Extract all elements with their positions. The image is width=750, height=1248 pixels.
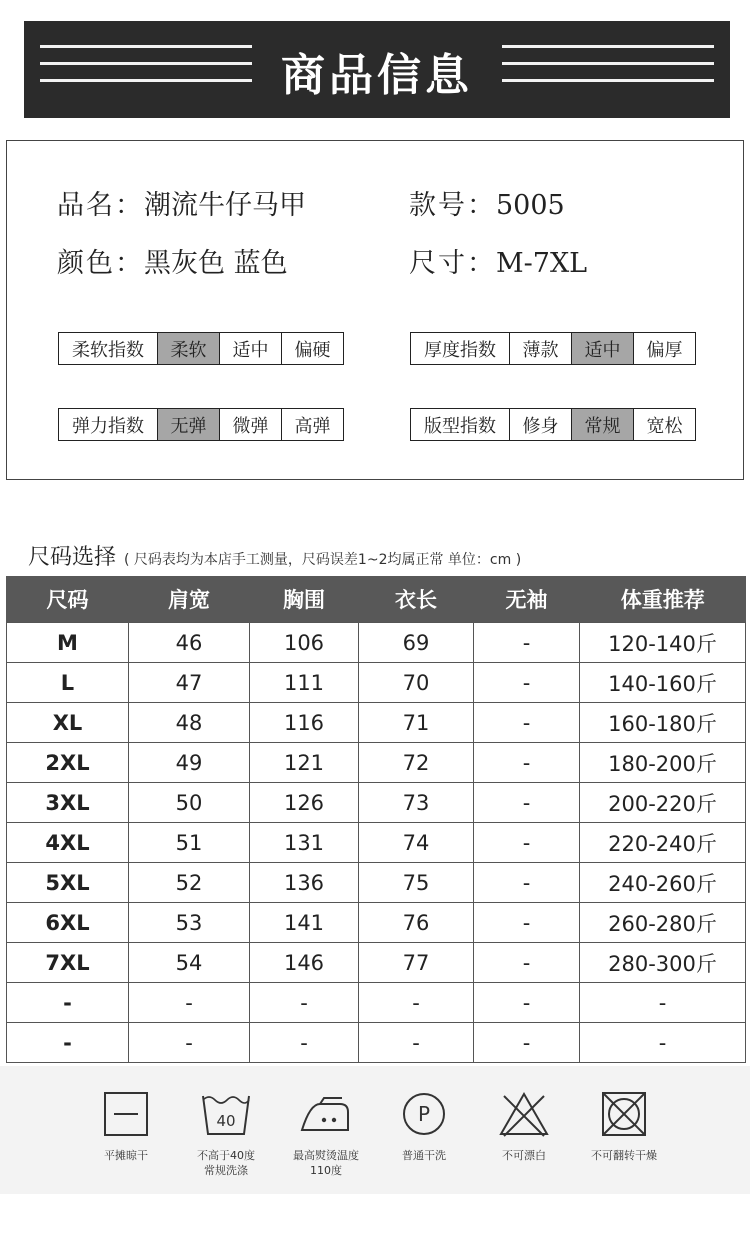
index-option: 柔软: [157, 333, 219, 364]
index-label: 版型指数: [424, 415, 496, 437]
size-cell: -: [359, 1023, 474, 1063]
care-instructions: [0, 1066, 750, 1194]
iron-icon: [298, 1090, 354, 1138]
size-cell: 136: [250, 863, 359, 903]
size-cell: 140-160斤: [580, 663, 746, 703]
size-cell: 180-200斤: [580, 743, 746, 783]
size-cell: 126: [250, 783, 359, 823]
size-table-header: [7, 576, 746, 623]
size-cell: 120-140斤: [580, 623, 746, 663]
index-label: 厚度指数: [424, 339, 496, 361]
header-size: 尺码: [7, 576, 129, 623]
size-cell: 72: [359, 743, 474, 783]
care-label: 平摊晾干: [104, 1149, 148, 1162]
index-option: 高弹: [281, 409, 343, 440]
care-label: 不高于40度 常规洗涤: [197, 1149, 255, 1177]
size-row: [7, 783, 746, 823]
size-cell: 111: [250, 663, 359, 703]
no-bleach-icon: [498, 1090, 550, 1138]
size-cell: 69: [359, 623, 474, 663]
size-cell: 74: [359, 823, 474, 863]
size-row: [7, 623, 746, 663]
size-cell: -: [474, 1023, 580, 1063]
product-color-label: 颜色：: [57, 248, 144, 279]
size-cell: 49: [129, 743, 250, 783]
size-row: [7, 983, 746, 1023]
size-cell: L: [7, 663, 129, 703]
size-cell: 50: [129, 783, 250, 823]
product-name-value: 潮流牛仔马甲: [144, 190, 306, 221]
header-weight: 体重推荐: [580, 576, 746, 623]
size-cell: -: [474, 703, 580, 743]
size-cell: 46: [129, 623, 250, 663]
size-cell: 75: [359, 863, 474, 903]
size-cell: 4XL: [7, 823, 129, 863]
product-name: [57, 183, 306, 222]
care-label: 不可漂白: [502, 1149, 546, 1162]
size-cell: 71: [359, 703, 474, 743]
size-cell: -: [474, 863, 580, 903]
size-cell: 160-180斤: [580, 703, 746, 743]
product-model: [409, 183, 565, 222]
size-cell: -: [474, 783, 580, 823]
size-cell: -: [250, 1023, 359, 1063]
size-cell: -: [580, 983, 746, 1023]
size-cell: -: [474, 743, 580, 783]
care-item: [271, 1090, 381, 1178]
index-option: 宽松: [633, 409, 695, 440]
size-cell: 260-280斤: [580, 903, 746, 943]
index-label: 弹力指数: [72, 415, 144, 437]
size-cell: 70: [359, 663, 474, 703]
thickness-index: [410, 332, 696, 365]
product-size: [409, 241, 587, 280]
dry-clean-letter: P: [417, 1102, 431, 1126]
size-cell: -: [359, 983, 474, 1023]
size-cell: -: [474, 623, 580, 663]
care-label: 最高熨烫温度 110度: [293, 1149, 359, 1177]
size-section-title: [28, 540, 521, 571]
fit-index: [410, 408, 696, 441]
size-row: [7, 903, 746, 943]
size-cell: 77: [359, 943, 474, 983]
size-cell: -: [474, 943, 580, 983]
size-row: [7, 703, 746, 743]
size-cell: 51: [129, 823, 250, 863]
size-table: [6, 576, 746, 1063]
index-option: 无弹: [157, 409, 219, 440]
size-cell: XL: [7, 703, 129, 743]
size-cell: 76: [359, 903, 474, 943]
header-length: 衣长: [359, 576, 474, 623]
product-model-label: 款号：: [409, 190, 496, 221]
size-cell: -: [7, 1023, 129, 1063]
size-cell: 54: [129, 943, 250, 983]
size-cell: 53: [129, 903, 250, 943]
size-cell: 220-240斤: [580, 823, 746, 863]
header-banner: [24, 21, 730, 118]
size-cell: -: [474, 663, 580, 703]
size-cell: 116: [250, 703, 359, 743]
index-option: 修身: [509, 409, 571, 440]
size-cell: 280-300斤: [580, 943, 746, 983]
care-item: [369, 1090, 479, 1163]
size-row: [7, 743, 746, 783]
size-cell: 48: [129, 703, 250, 743]
product-size-label: 尺寸：: [409, 248, 496, 279]
elasticity-index: [58, 408, 344, 441]
header-chest: 胸围: [250, 576, 359, 623]
size-cell: 141: [250, 903, 359, 943]
wash-40-icon: [200, 1090, 252, 1138]
size-cell: 121: [250, 743, 359, 783]
size-cell: 52: [129, 863, 250, 903]
size-cell: 2XL: [7, 743, 129, 783]
product-info-box: [6, 140, 744, 480]
index-option: 适中: [219, 333, 281, 364]
size-row: [7, 663, 746, 703]
size-row: [7, 823, 746, 863]
header-sleeve: 无袖: [474, 576, 580, 623]
care-item: [171, 1090, 281, 1178]
size-cell: 200-220斤: [580, 783, 746, 823]
page-title: 商品信息: [281, 50, 473, 101]
size-cell: 106: [250, 623, 359, 663]
size-title-text: 尺码选择: [28, 545, 117, 570]
care-item: [71, 1090, 181, 1163]
product-name-label: 品名：: [57, 190, 144, 221]
size-cell: -: [250, 983, 359, 1023]
size-cell: 7XL: [7, 943, 129, 983]
index-option: 常规: [571, 409, 633, 440]
no-tumble-dry-icon: [600, 1090, 648, 1138]
size-cell: -: [474, 823, 580, 863]
dry-clean-icon: [400, 1090, 448, 1138]
flat-dry-icon: [102, 1090, 150, 1138]
product-color-value: 黑灰色 蓝色: [144, 248, 288, 279]
size-cell: -: [129, 1023, 250, 1063]
size-cell: 5XL: [7, 863, 129, 903]
care-item: [469, 1090, 579, 1163]
size-cell: 47: [129, 663, 250, 703]
size-row: [7, 943, 746, 983]
header-shoulder: 肩宽: [129, 576, 250, 623]
index-option: 偏硬: [281, 333, 343, 364]
index-option: 偏厚: [633, 333, 695, 364]
size-note: ( 尺码表均为本店手工测量，尺码误差1~2均属正常 单位：cm ): [124, 552, 522, 568]
wash-temp-text: 40: [216, 1112, 236, 1130]
size-cell: 240-260斤: [580, 863, 746, 903]
care-item: [569, 1090, 679, 1163]
size-cell: 73: [359, 783, 474, 823]
size-cell: 146: [250, 943, 359, 983]
care-label: 不可翻转干燥: [591, 1149, 657, 1162]
size-cell: -: [474, 903, 580, 943]
size-cell: -: [474, 983, 580, 1023]
product-size-value: M-7XL: [496, 248, 588, 279]
product-color: [57, 241, 288, 280]
size-cell: -: [580, 1023, 746, 1063]
size-cell: M: [7, 623, 129, 663]
index-label: 柔软指数: [72, 339, 144, 361]
size-cell: 3XL: [7, 783, 129, 823]
index-option: 薄款: [509, 333, 571, 364]
size-row: [7, 1023, 746, 1063]
product-model-value: 5005: [496, 190, 565, 221]
index-option: 适中: [571, 333, 633, 364]
size-cell: 131: [250, 823, 359, 863]
size-cell: 6XL: [7, 903, 129, 943]
index-option: 微弹: [219, 409, 281, 440]
care-label: 普通干洗: [402, 1149, 446, 1162]
softness-index: [58, 332, 344, 365]
size-cell: -: [129, 983, 250, 1023]
size-row: [7, 863, 746, 903]
size-cell: -: [7, 983, 129, 1023]
